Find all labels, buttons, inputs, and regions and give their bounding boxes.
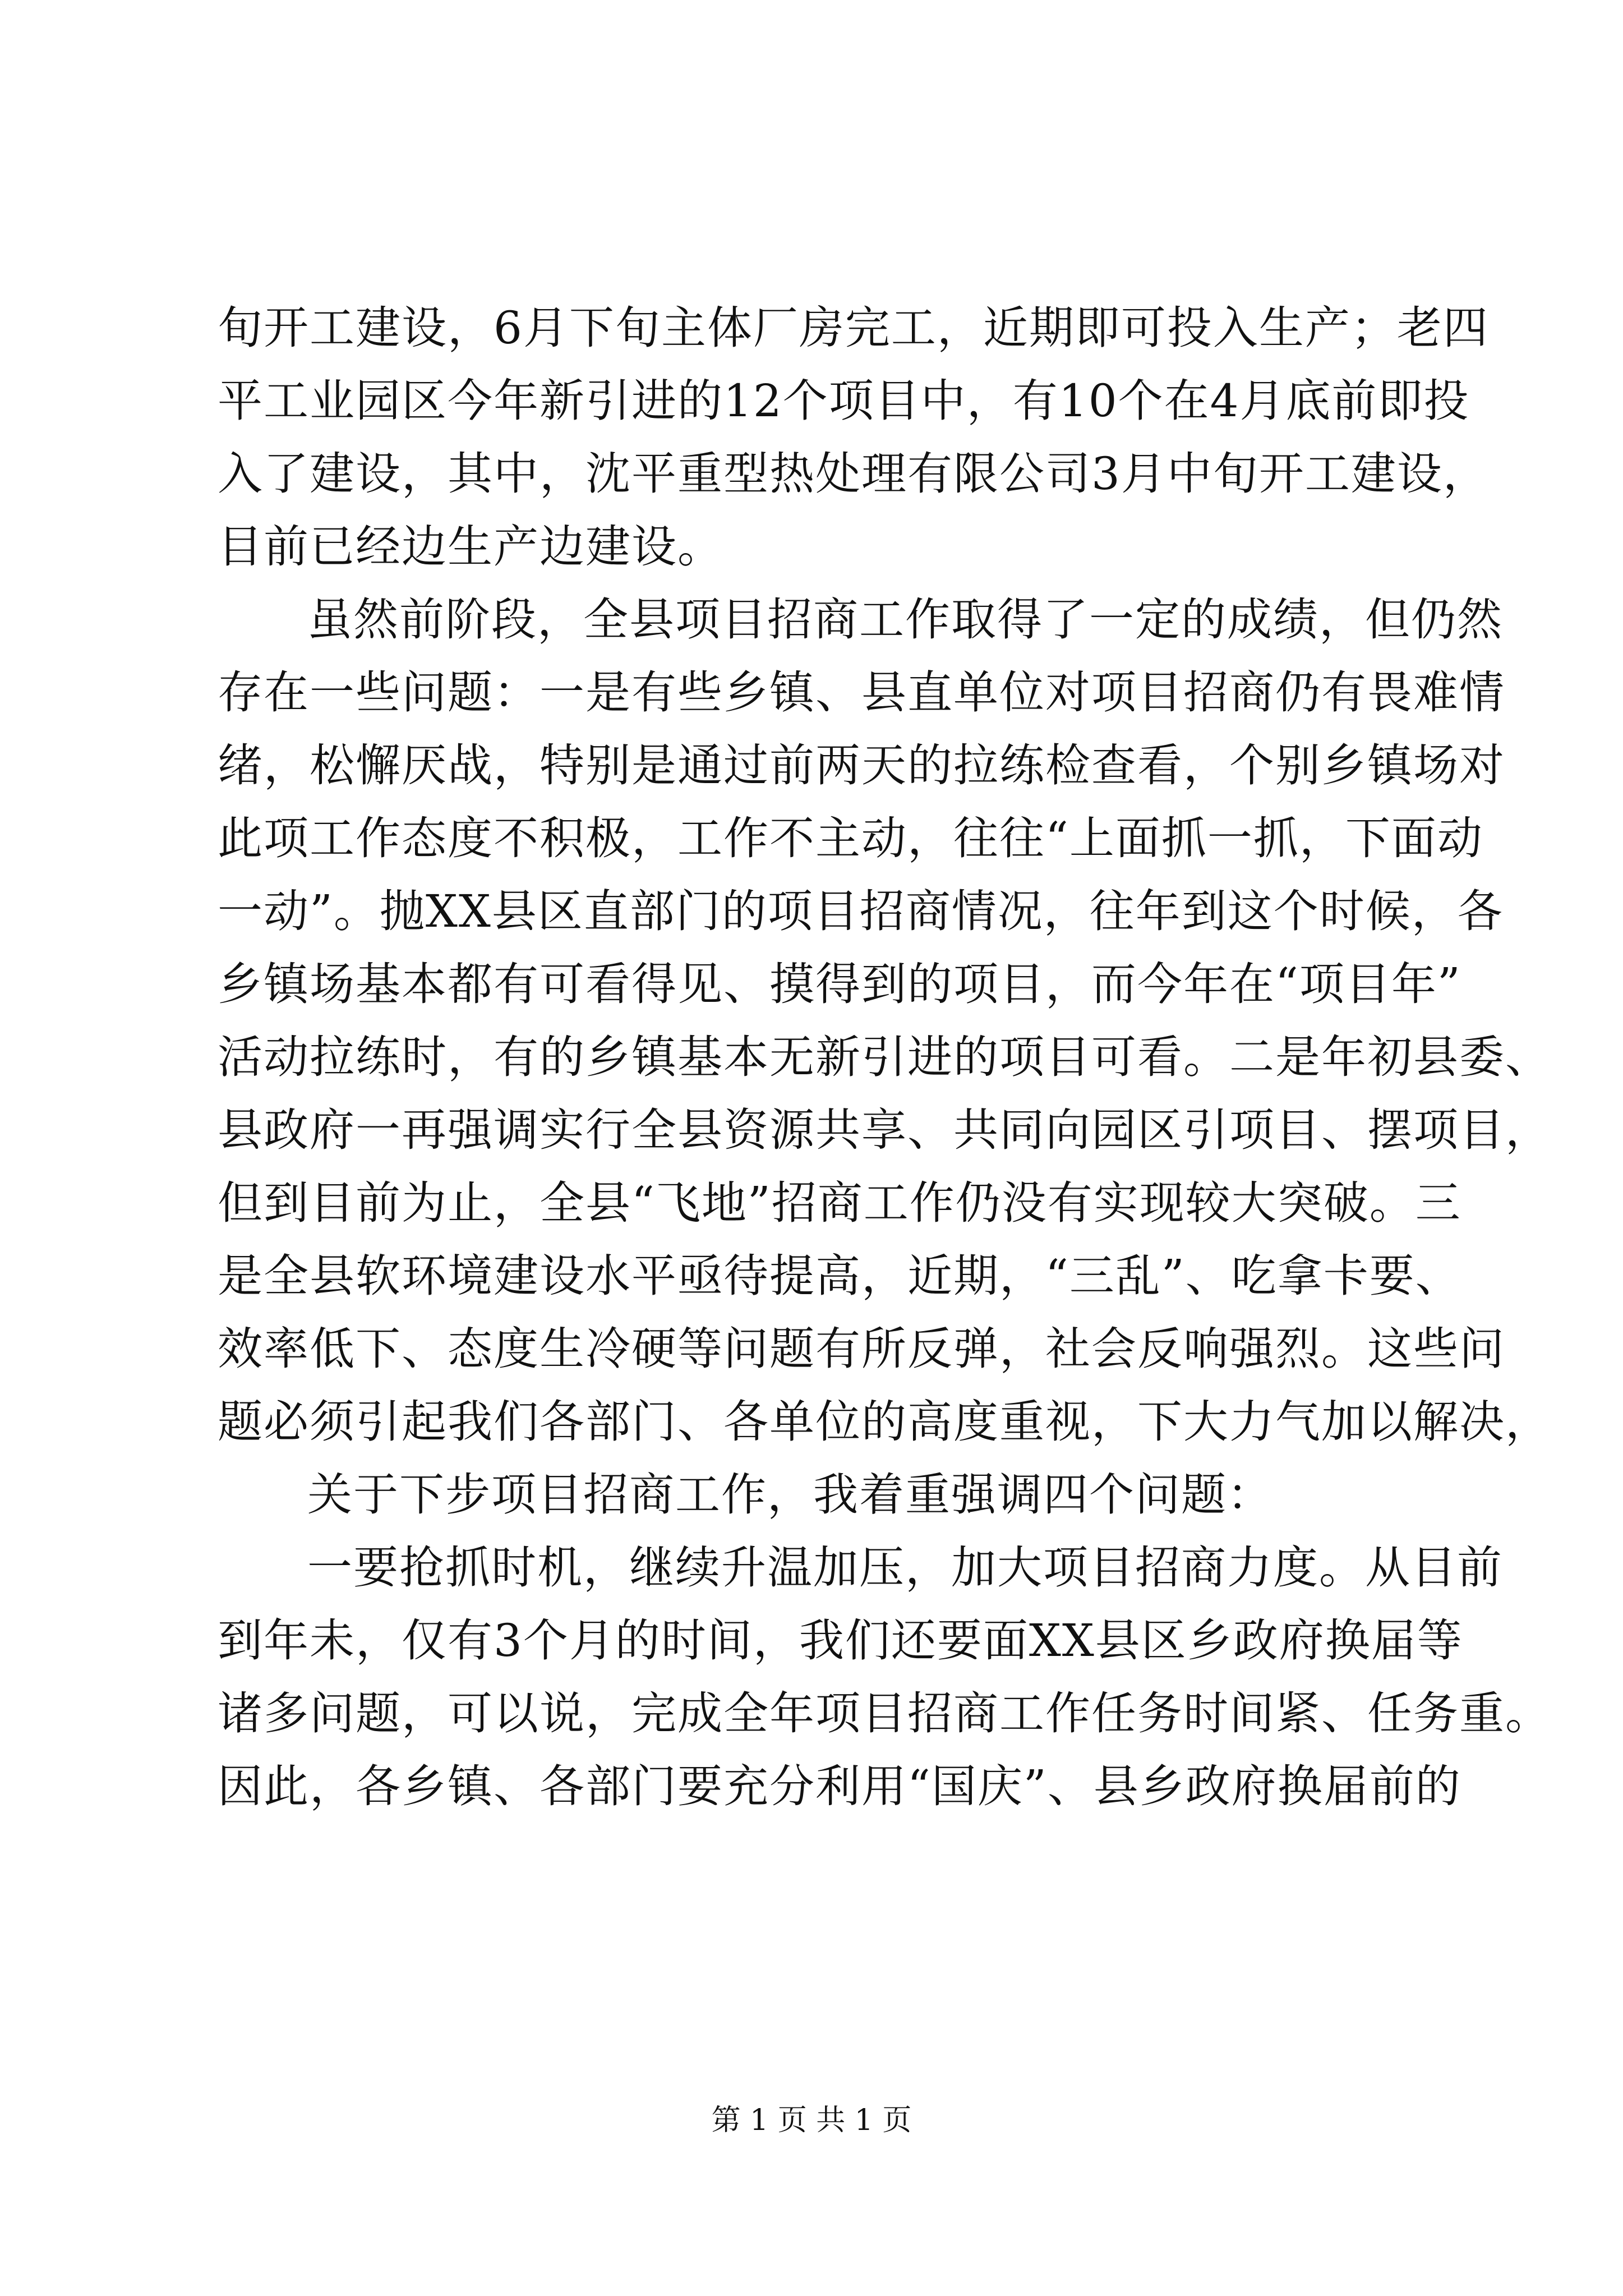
text-line: 但到目前为止，全县“飞地”招商工作仍没有实现较大突破。三 [218,1177,1461,1229]
text-line: 目前已经边生产边建设。 [218,521,723,573]
text-line: 乡镇场基本都有可看得见、摸得到的项目，而今年在“项目年” [218,958,1461,1010]
page-number-label: 第 1 页 共 1 页 [711,2104,912,2137]
text-line: 一要抢抓时机，继续升温加压，加大项目招商力度。从目前 [307,1542,1503,1594]
text-line: 此项工作态度不积极，工作不主动，往往“上面抓一抓，下面动 [218,812,1483,864]
text-line: 效率低下、态度生冷硬等问题有所反弹，社会反响强烈。这些问 [218,1323,1505,1375]
text-line: 平工业园区今年新引进的12个项目中，有10个在4月底前即投 [218,375,1470,427]
text-line: 诸多问题，可以说，完成全年项目招商工作任务时间紧、任务重。 [218,1687,1551,1740]
text-line: 存在一些问题：一是有些乡镇、县直单位对项目招商仍有畏难情 [218,666,1505,719]
text-line: 入了建设，其中，沈平重型热处理有限公司3月中旬开工建设， [218,448,1489,500]
document-body [218,292,1551,1823]
text-line: 活动拉练时，有的乡镇基本无新引进的项目可看。二是年初县委、 [218,1031,1551,1083]
text-line: 虽然前阶段，全县项目招商工作取得了一定的成绩，但仍然 [307,593,1503,646]
text-line: 题必须引起我们各部门、各单位的高度重视，下大力气加以解决， [218,1396,1551,1448]
text-line: 旬开工建设，6月下旬主体厂房完工，近期即可投入生产；老四 [218,302,1489,354]
text-line: 绪，松懈厌战，特别是通过前两天的拉练检查看，个别乡镇场对 [218,739,1505,792]
page-footer [0,2101,1623,2140]
text-line: 一动”。抛XX县区直部门的项目招商情况，往年到这个时候，各 [218,885,1504,937]
text-line: 到年未，仅有3个月的时间，我们还要面XX县区乡政府换届等 [218,1614,1463,1667]
text-line: 关于下步项目招商工作，我着重强调四个问题： [307,1469,1273,1521]
text-line: 因此，各乡镇、各部门要充分利用“国庆”、县乡政府换届前的 [218,1760,1461,1812]
text-line: 是全县软环境建设水平亟待提高，近期，“三乱”、吃拿卡要、 [218,1250,1461,1302]
text-line: 县政府一再强调实行全县资源共享、共同向园区引项目、摆项目， [218,1104,1551,1156]
